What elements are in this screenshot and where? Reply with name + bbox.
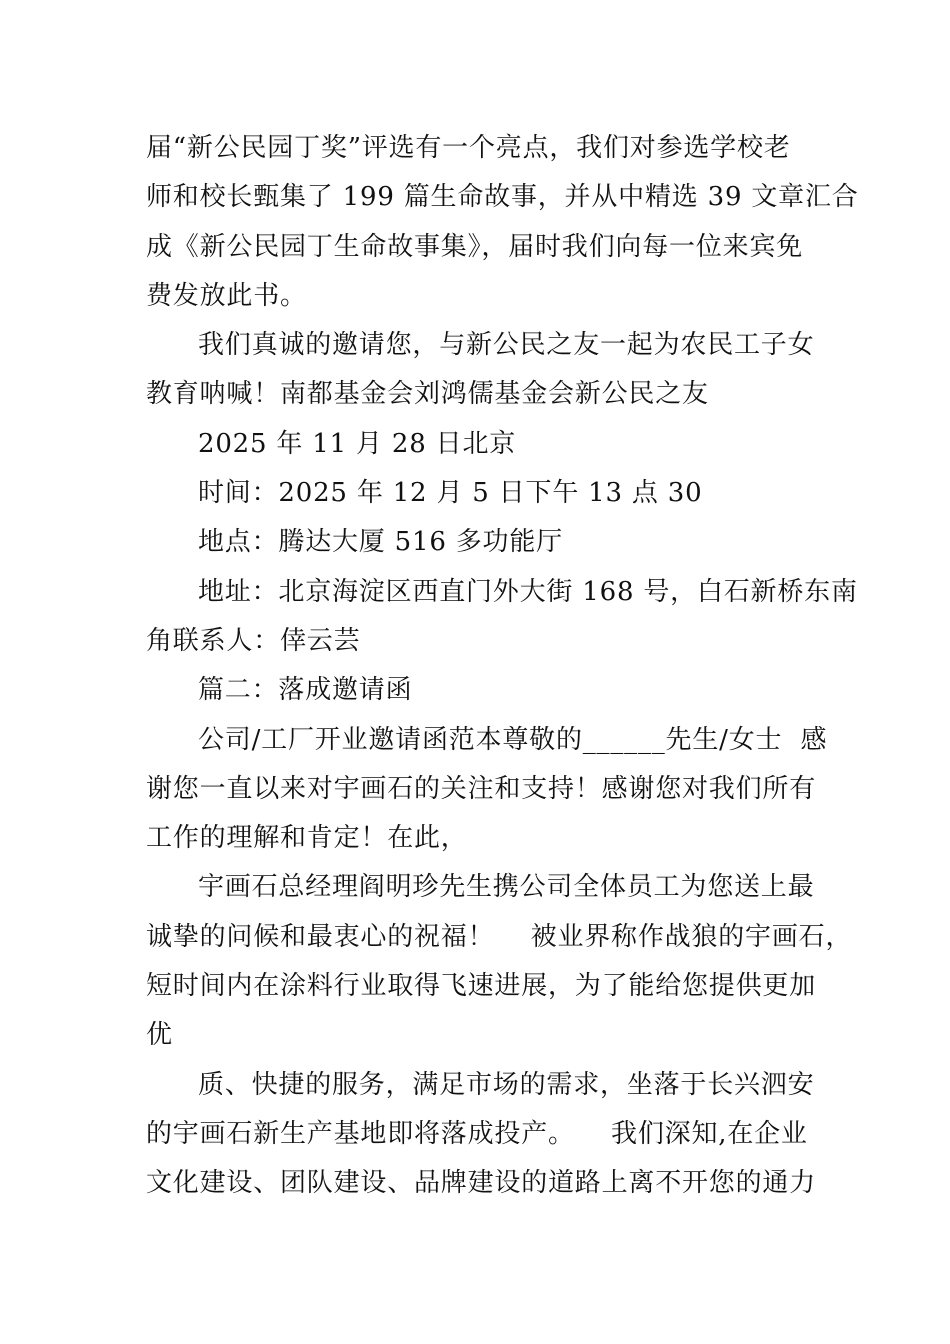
text-line: 的宇画石新生产基地即将落成投产。 我们深知,在企业 [146, 1118, 808, 1149]
time-line: 时间：2025 年 12 月 5 日下午 13 点 30 [198, 478, 703, 509]
text-line: 费发放此书。 [146, 280, 307, 311]
text-line: 师和校长甄集了 199 篇生命故事，并从中精选 39 文章汇合 [146, 182, 859, 213]
venue-line: 地点：腾达大厦 516 多功能厅 [198, 527, 563, 558]
text-line: 优 [146, 1020, 173, 1051]
text-line: 我们真诚的邀请您，与新公民之友一起为农民工子女 [198, 330, 815, 361]
text-line: 文化建设、团队建设、品牌建设的道路上离不开您的通力 [146, 1168, 817, 1199]
text-line: 宇画石总经理阎明珍先生携公司全体员工为您送上最 [198, 872, 815, 903]
date-line: 2025 年 11 月 28 日北京 [198, 428, 517, 459]
text-line: 短时间内在涂料行业取得飞速进展，为了能给您提供更加 [146, 971, 817, 1002]
document-body [146, 124, 859, 1209]
address-line: 地址：北京海淀区西直门外大街 168 号，白石新桥东南 [198, 576, 858, 607]
text-line: 诚挚的问候和最衷心的祝福！ 被业界称作战狼的宇画石， [146, 921, 853, 952]
text-line: 成《新公民园丁生命故事集》，届时我们向每一位来宾免 [146, 231, 804, 262]
section-heading: 篇二：落成邀请函 [198, 675, 413, 706]
text-line: 教育呐喊！南都基金会刘鸿儒基金会新公民之友 [146, 379, 709, 410]
text-line: 工作的理解和肯定！在此， [146, 823, 468, 854]
text-line: 届“新公民园丁奖”评选有一个亮点，我们对参选学校老 [146, 133, 791, 163]
contact-line: 角联系人：倖云芸 [146, 625, 361, 656]
text-line: 谢您一直以来对宇画石的关注和支持！感谢您对我们所有 [146, 773, 817, 804]
text-line: 质、快捷的服务，满足市场的需求，坐落于长兴泗安 [198, 1069, 815, 1100]
text-line: 公司/工厂开业邀请函范本尊敬的______先生/女士 感 [198, 724, 828, 755]
